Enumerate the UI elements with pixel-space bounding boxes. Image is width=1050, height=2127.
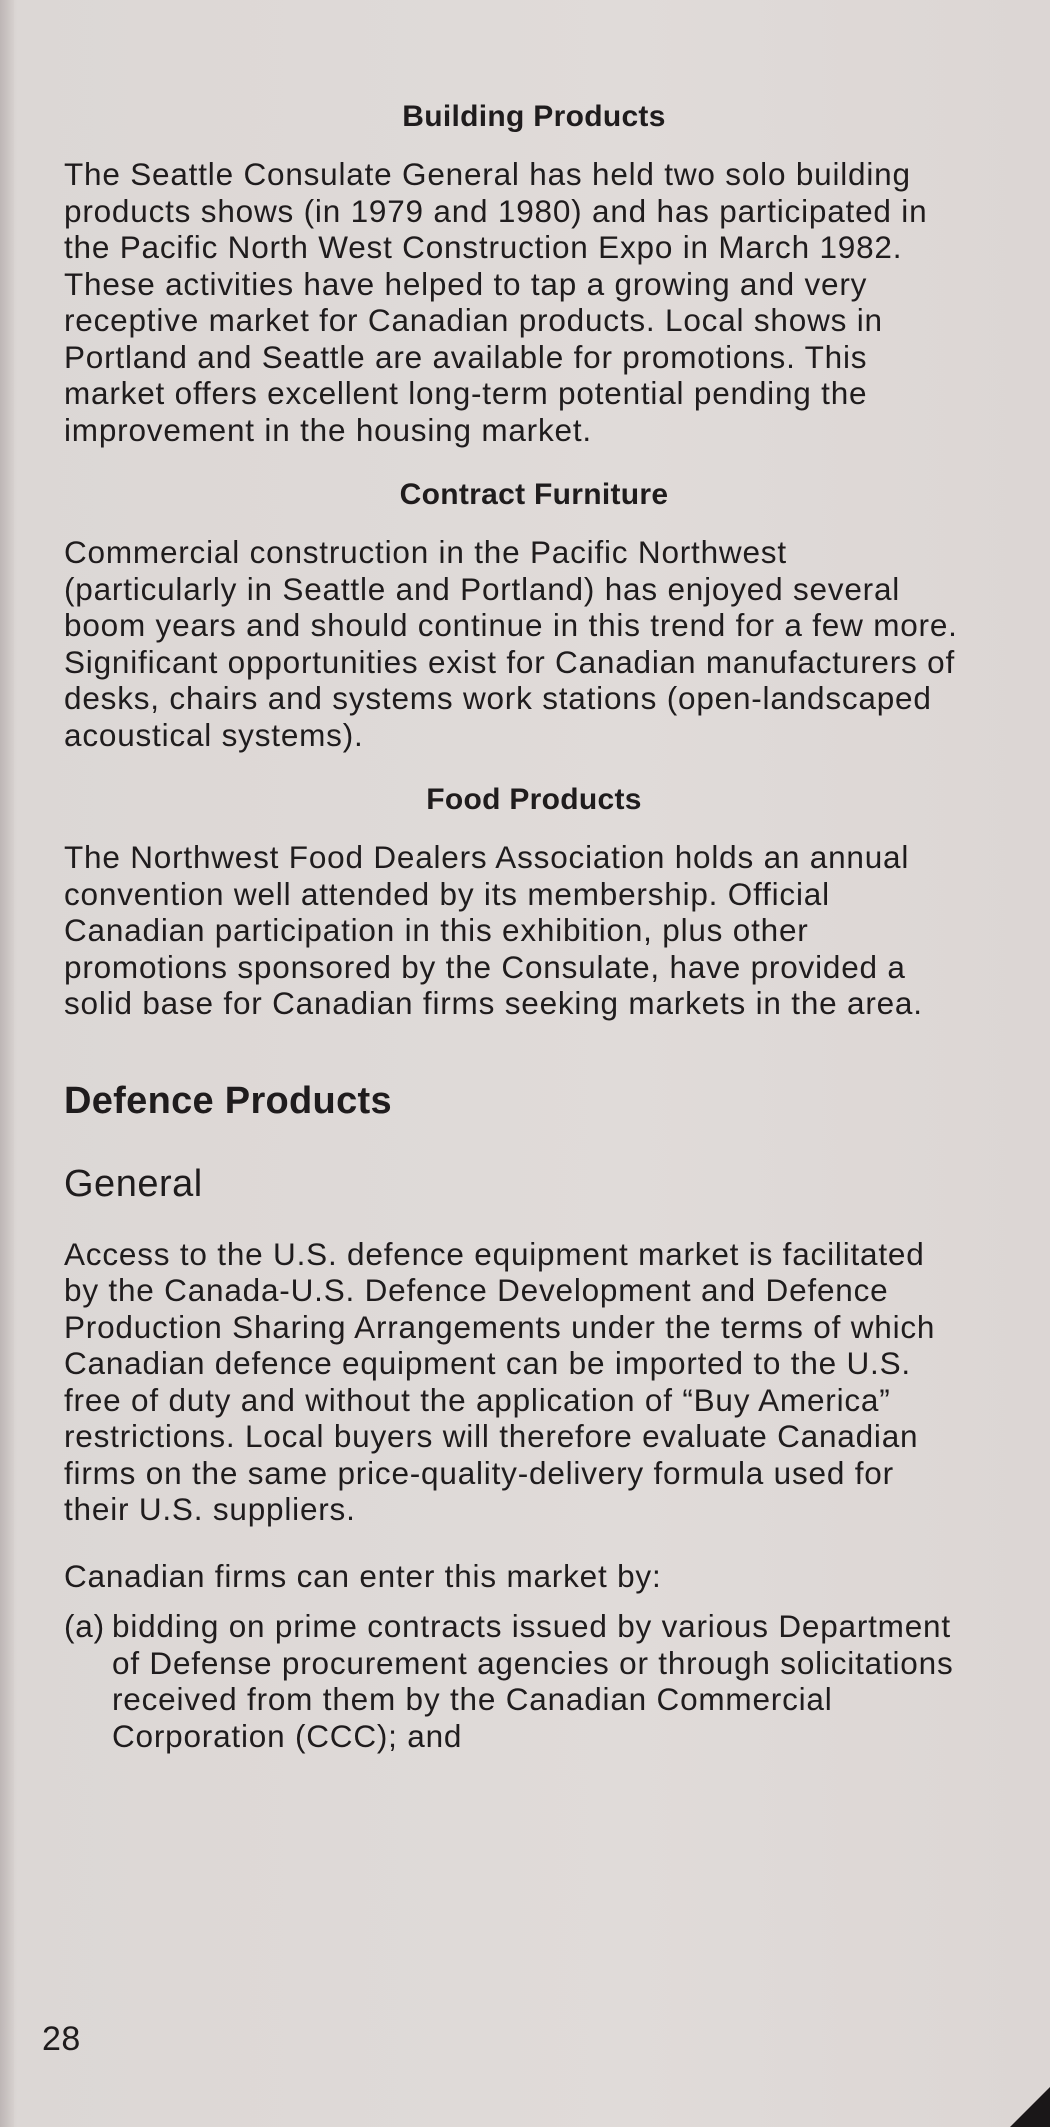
general-subheading: General [64, 1162, 203, 1205]
building-products-heading: Building Products [402, 100, 666, 133]
page-corner [1010, 2087, 1050, 2127]
list-item [64, 1608, 964, 1754]
list-item-text: bidding on prime contracts issued by various Department of Defense procurement agencies or through solicitations received from them by the Canadian Commercial Corporation (CCC); and [112, 1608, 954, 1754]
page-content [64, 100, 964, 1754]
building-products-paragraph: The Seattle Consulate General has held two solo building products shows (in 1979 and 1980) and has participated in the Pacific North West Construction Expo in March 1982. These activities have helped to tap a growing and very receptive market for Canadian products. Local shows in Portland and Seattle are available for promotions. This market offers excellent long-term potential pending the improvement in the housing market. [64, 156, 928, 448]
binding-edge [0, 0, 14, 2127]
list-marker: (a) [64, 1608, 105, 1644]
food-products-paragraph: The Northwest Food Dealers Association holds an annual convention well attended by its membership. Official Canadian participation in this exhibition, plus other promotions sponsored by the Consulate, have provided a solid base for Canadian firms seeking markets in the area. [64, 839, 923, 1021]
food-products-heading: Food Products [426, 783, 642, 816]
contract-furniture-paragraph: Commercial construction in the Pacific Northwest (particularly in Seattle and Portland) has enjoyed several boom years and should continue in this trend for a few more. Significant opportunities exist for Canadian manufacturers of desks, chairs and systems work stations (open-landscaped acoustical systems). [64, 534, 958, 753]
defence-general-paragraph: Access to the U.S. defence equipment market is facilitated by the Canada-U.S. Defence Development and Defence Production Sharing Arrangements under the terms of which Canadian defence equipment can be imported to the U.S. free of duty and without the application of “Buy America” restrictions. Local buyers will therefore evaluate Canadian firms on the same price-quality-delivery formula used for their U.S. suppliers. [64, 1235, 936, 1527]
page-number: 28 [42, 2020, 81, 2058]
contract-furniture-heading: Contract Furniture [399, 478, 669, 511]
market-entry-intro: Canadian firms can enter this market by: [64, 1557, 662, 1594]
defence-products-heading: Defence Products [64, 1079, 392, 1122]
